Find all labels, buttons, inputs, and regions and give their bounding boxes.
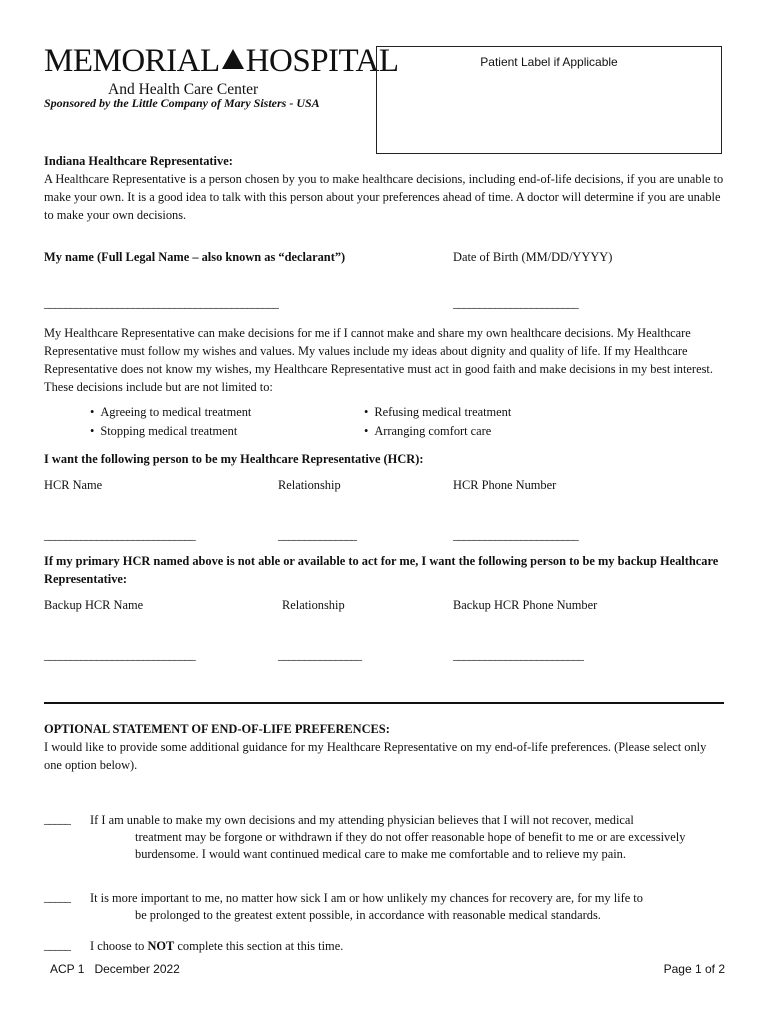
logo-triangle-icon (222, 49, 244, 69)
hcr-phone-label: HCR Phone Number (453, 478, 557, 492)
list-item: • Agreeing to medical treatment (90, 403, 251, 422)
dob-label: Date of Birth (MM/DD/YYYY) (453, 250, 613, 264)
option2-text (90, 890, 724, 924)
backup-heading: If my primary HCR named above is not able or available to act for me, I want the following person to be my backup Healthcare Representative: (44, 554, 719, 586)
hcr-name-label: HCR Name (44, 478, 103, 492)
list-item: • Stopping medical treatment (90, 422, 251, 441)
section-divider (44, 702, 724, 704)
hcr-phone-field[interactable]: ________________________ (453, 528, 578, 542)
optional-heading: OPTIONAL STATEMENT OF END-OF-LIFE PREFERENCES: (44, 722, 390, 736)
option3-pre: I choose to (90, 939, 148, 953)
hospital-logo (44, 45, 399, 78)
option3-post: complete this section at this time. (174, 939, 344, 953)
option2-rest: be prolonged to the greatest extent possible, in accordance with reasonable medical standards. (135, 908, 601, 922)
logo-text-right: HOSPITAL (245, 43, 399, 79)
backup-phone-field[interactable]: _________________________ (453, 648, 583, 662)
dob-field[interactable]: ________________________ (453, 296, 578, 310)
list-item: • Arranging comfort care (364, 422, 511, 441)
option3-bold: NOT (147, 939, 175, 953)
hcr-name-field[interactable]: _____________________________ (44, 528, 195, 542)
intro-text: A Healthcare Representative is a person chosen by you to make healthcare decisions, including end-of-life decisions, if you are unable to make your own. It is a good idea to talk with this person about your preferences ahead of time. A doctor will determine if you are unable to make your own decisions. (44, 172, 724, 222)
patient-label-box[interactable] (376, 46, 722, 154)
hcr-relationship-label: Relationship (278, 478, 341, 492)
option1-rest: treatment may be forgone or withdrawn if they do not offer reasonable hope of benefit to me or are excessively burdensome. I would want continued medical care to make me comfortable and to relieve my pain. (135, 830, 686, 861)
option2-first-line: It is more important to me, no matter how sick I am or how unlikely my chances for recovery are, for my life to (90, 891, 643, 905)
intro-heading: Indiana Healthcare Representative: (44, 154, 233, 168)
backup-name-label: Backup HCR Name (44, 598, 144, 612)
declarant-name-field[interactable]: _____________________________________________ (44, 296, 278, 310)
bullets-left (90, 403, 251, 441)
declarant-name-label: My name (Full Legal Name – also known as “declarant”) (44, 250, 346, 264)
option3-text (90, 938, 724, 955)
powers-text: My Healthcare Representative can make decisions for me if I cannot make and share my own healthcare decisions. My Healthcare Representative must follow my wishes and values. My values include my ideas about dignity and quality of life. If my Healthcare Representative does not know my wishes, my Healthcare Representative must act in good faith and make decisions in my best interest. These decisions include but are not limited to: (44, 326, 713, 394)
optional-text: I would like to provide some additional guidance for my Healthcare Representative on my end-of-life preferences. (Please select only one option below). (44, 740, 707, 772)
option2-checkline[interactable]: _____ (44, 890, 70, 904)
option3-checkline[interactable]: _____ (44, 938, 70, 952)
bullets-right (364, 403, 511, 441)
hcr-heading: I want the following person to be my Healthcare Representative (HCR): (44, 452, 424, 466)
logo-text-left: MEMORIAL (44, 43, 220, 79)
page-number: Page 1 of 2 (663, 962, 725, 976)
backup-phone-label: Backup HCR Phone Number (453, 598, 598, 612)
patient-label-text: Patient Label if Applicable (480, 55, 618, 69)
hcr-relationship-field[interactable]: _______________ (278, 528, 356, 542)
backup-relationship-field[interactable]: ________________ (278, 648, 362, 662)
backup-name-field[interactable]: _____________________________ (44, 648, 195, 662)
list-item: • Refusing medical treatment (364, 403, 511, 422)
option1-text (90, 812, 724, 863)
form-id: ACP 1 December 2022 (50, 962, 180, 976)
option1-first-line: If I am unable to make my own decisions and my attending physician believes that I will not recover, medical (90, 813, 634, 827)
logo-sponsor-line: Sponsored by the Little Company of Mary Sisters - USA (44, 96, 320, 110)
backup-relationship-label: Relationship (282, 598, 345, 612)
option1-checkline[interactable]: _____ (44, 812, 70, 826)
logo-subtitle: And Health Care Center (108, 81, 259, 98)
